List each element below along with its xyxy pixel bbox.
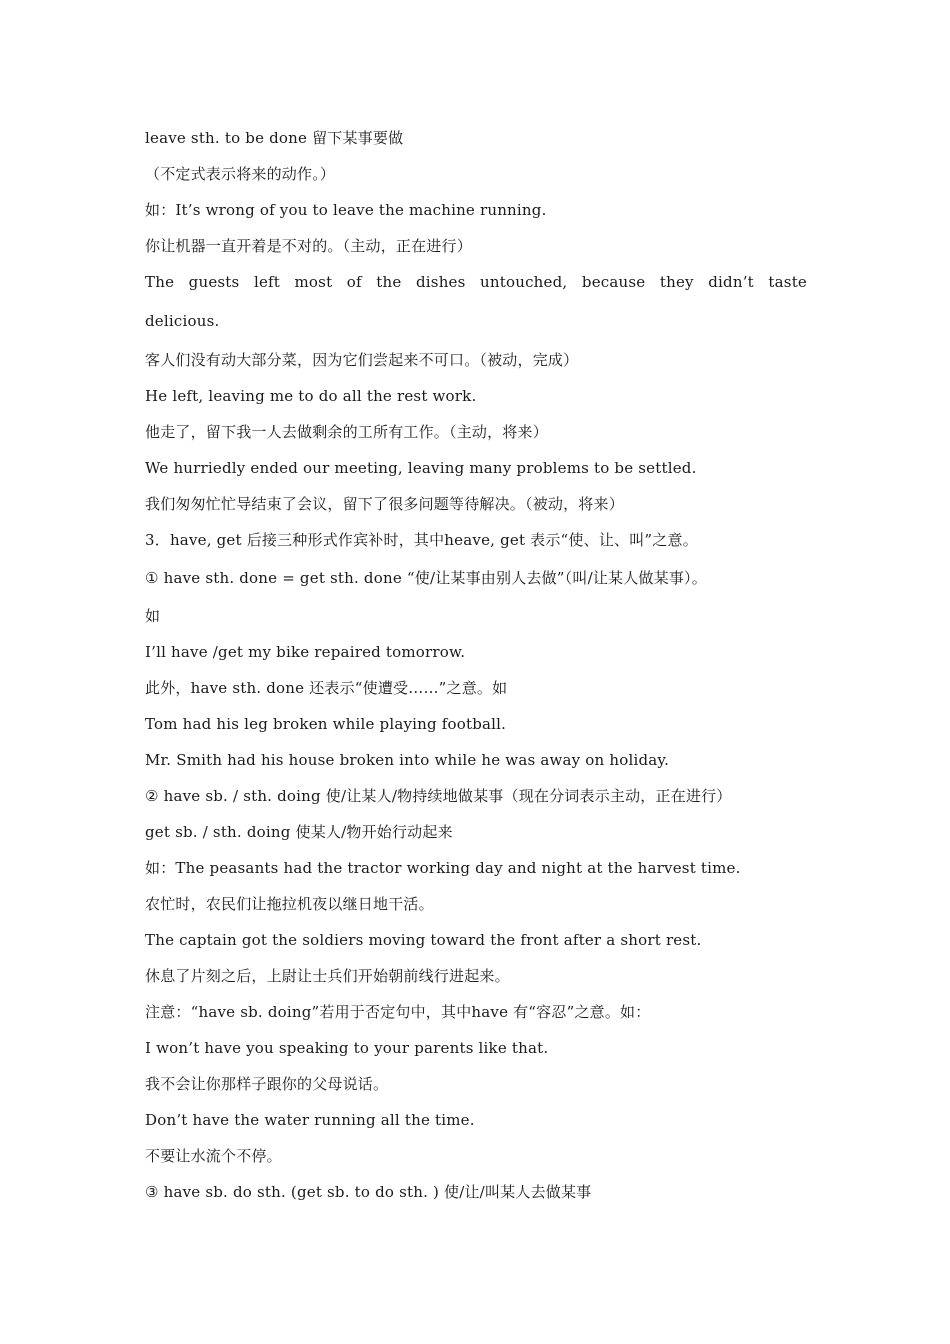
text-line-29: 不要让水流个不停。 <box>145 1147 282 1165</box>
text-line-22: 农忙时，农民们让拖拉机夜以继日地干活。 <box>145 895 434 913</box>
text-line-24: 休息了片刻之后，上尉让士兵们开始朝前线行进起来。 <box>145 967 510 985</box>
text-line-1: leave sth. to be done 留下某事要做 <box>145 129 404 147</box>
text-line-7: 客人们没有动大部分菜，因为它们尝起来不可口。（被动，完成） <box>145 351 579 369</box>
text-line-21: 如：The peasants had the tractor working day and night at the harvest time. <box>145 859 741 877</box>
document-page <box>145 120 807 1210</box>
text-line-17: Tom had his leg broken while playing football. <box>145 715 507 733</box>
text-line-30: ③ have sb. do sth. (get sb. to do sth. ) 使/让/叫某人去做某事 <box>145 1183 592 1201</box>
text-line-16: 此外，have sth. done 还表示“使遭受……”之意。如 <box>145 679 508 697</box>
text-line-23: The captain got the soldiers moving toward the front after a short rest. <box>145 931 702 949</box>
text-line-26: I won’t have you speaking to your parents like that. <box>145 1039 549 1057</box>
text-line-2: （不定式表示将来的动作。） <box>145 165 336 183</box>
text-line-4: 你让机器一直开着是不对的。（主动，正在进行） <box>145 237 472 255</box>
text-line-25: 注意：“have sb. doing”若用于否定句中，其中have 有“容忍”之意。如： <box>145 1003 651 1021</box>
text-line-18: Mr. Smith had his house broken into while he was away on holiday. <box>145 751 670 769</box>
text-line-12: 3．have, get 后接三种形式作宾补时，其中heave, get 表示“使、让、叫”之意。 <box>145 531 698 549</box>
text-line-11: 我们匆匆忙忙导结束了会议，留下了很多问题等待解决。（被动，将来） <box>145 495 624 513</box>
text-line-5: The guests left most of the dishes untouched, because they didn’t taste <box>145 273 807 291</box>
text-line-15: I’ll have /get my bike repaired tomorrow. <box>145 643 466 661</box>
text-line-13: ① have sth. done = get sth. done “使/让某事由别人去做”（叫/让某人做某事）。 <box>145 569 707 587</box>
text-line-27: 我不会让你那样子跟你的父母说话。 <box>145 1075 389 1093</box>
text-line-19: ② have sb. / sth. doing 使/让某人/物持续地做某事（现在分词表示主动，正在进行） <box>145 787 732 805</box>
text-line-28: Don’t have the water running all the time. <box>145 1111 475 1129</box>
text-line-9: 他走了，留下我一人去做剩余的工所有工作。（主动，将来） <box>145 423 548 441</box>
text-line-20: get sb. / sth. doing 使某人/物开始行动起来 <box>145 823 453 841</box>
text-line-10: We hurriedly ended our meeting, leaving many problems to be settled. <box>145 459 697 477</box>
text-line-6: delicious. <box>145 312 220 330</box>
text-line-3: 如：It’s wrong of you to leave the machine running. <box>145 201 547 219</box>
text-line-14: 如 <box>145 607 161 625</box>
text-line-8: He left, leaving me to do all the rest work. <box>145 387 477 405</box>
